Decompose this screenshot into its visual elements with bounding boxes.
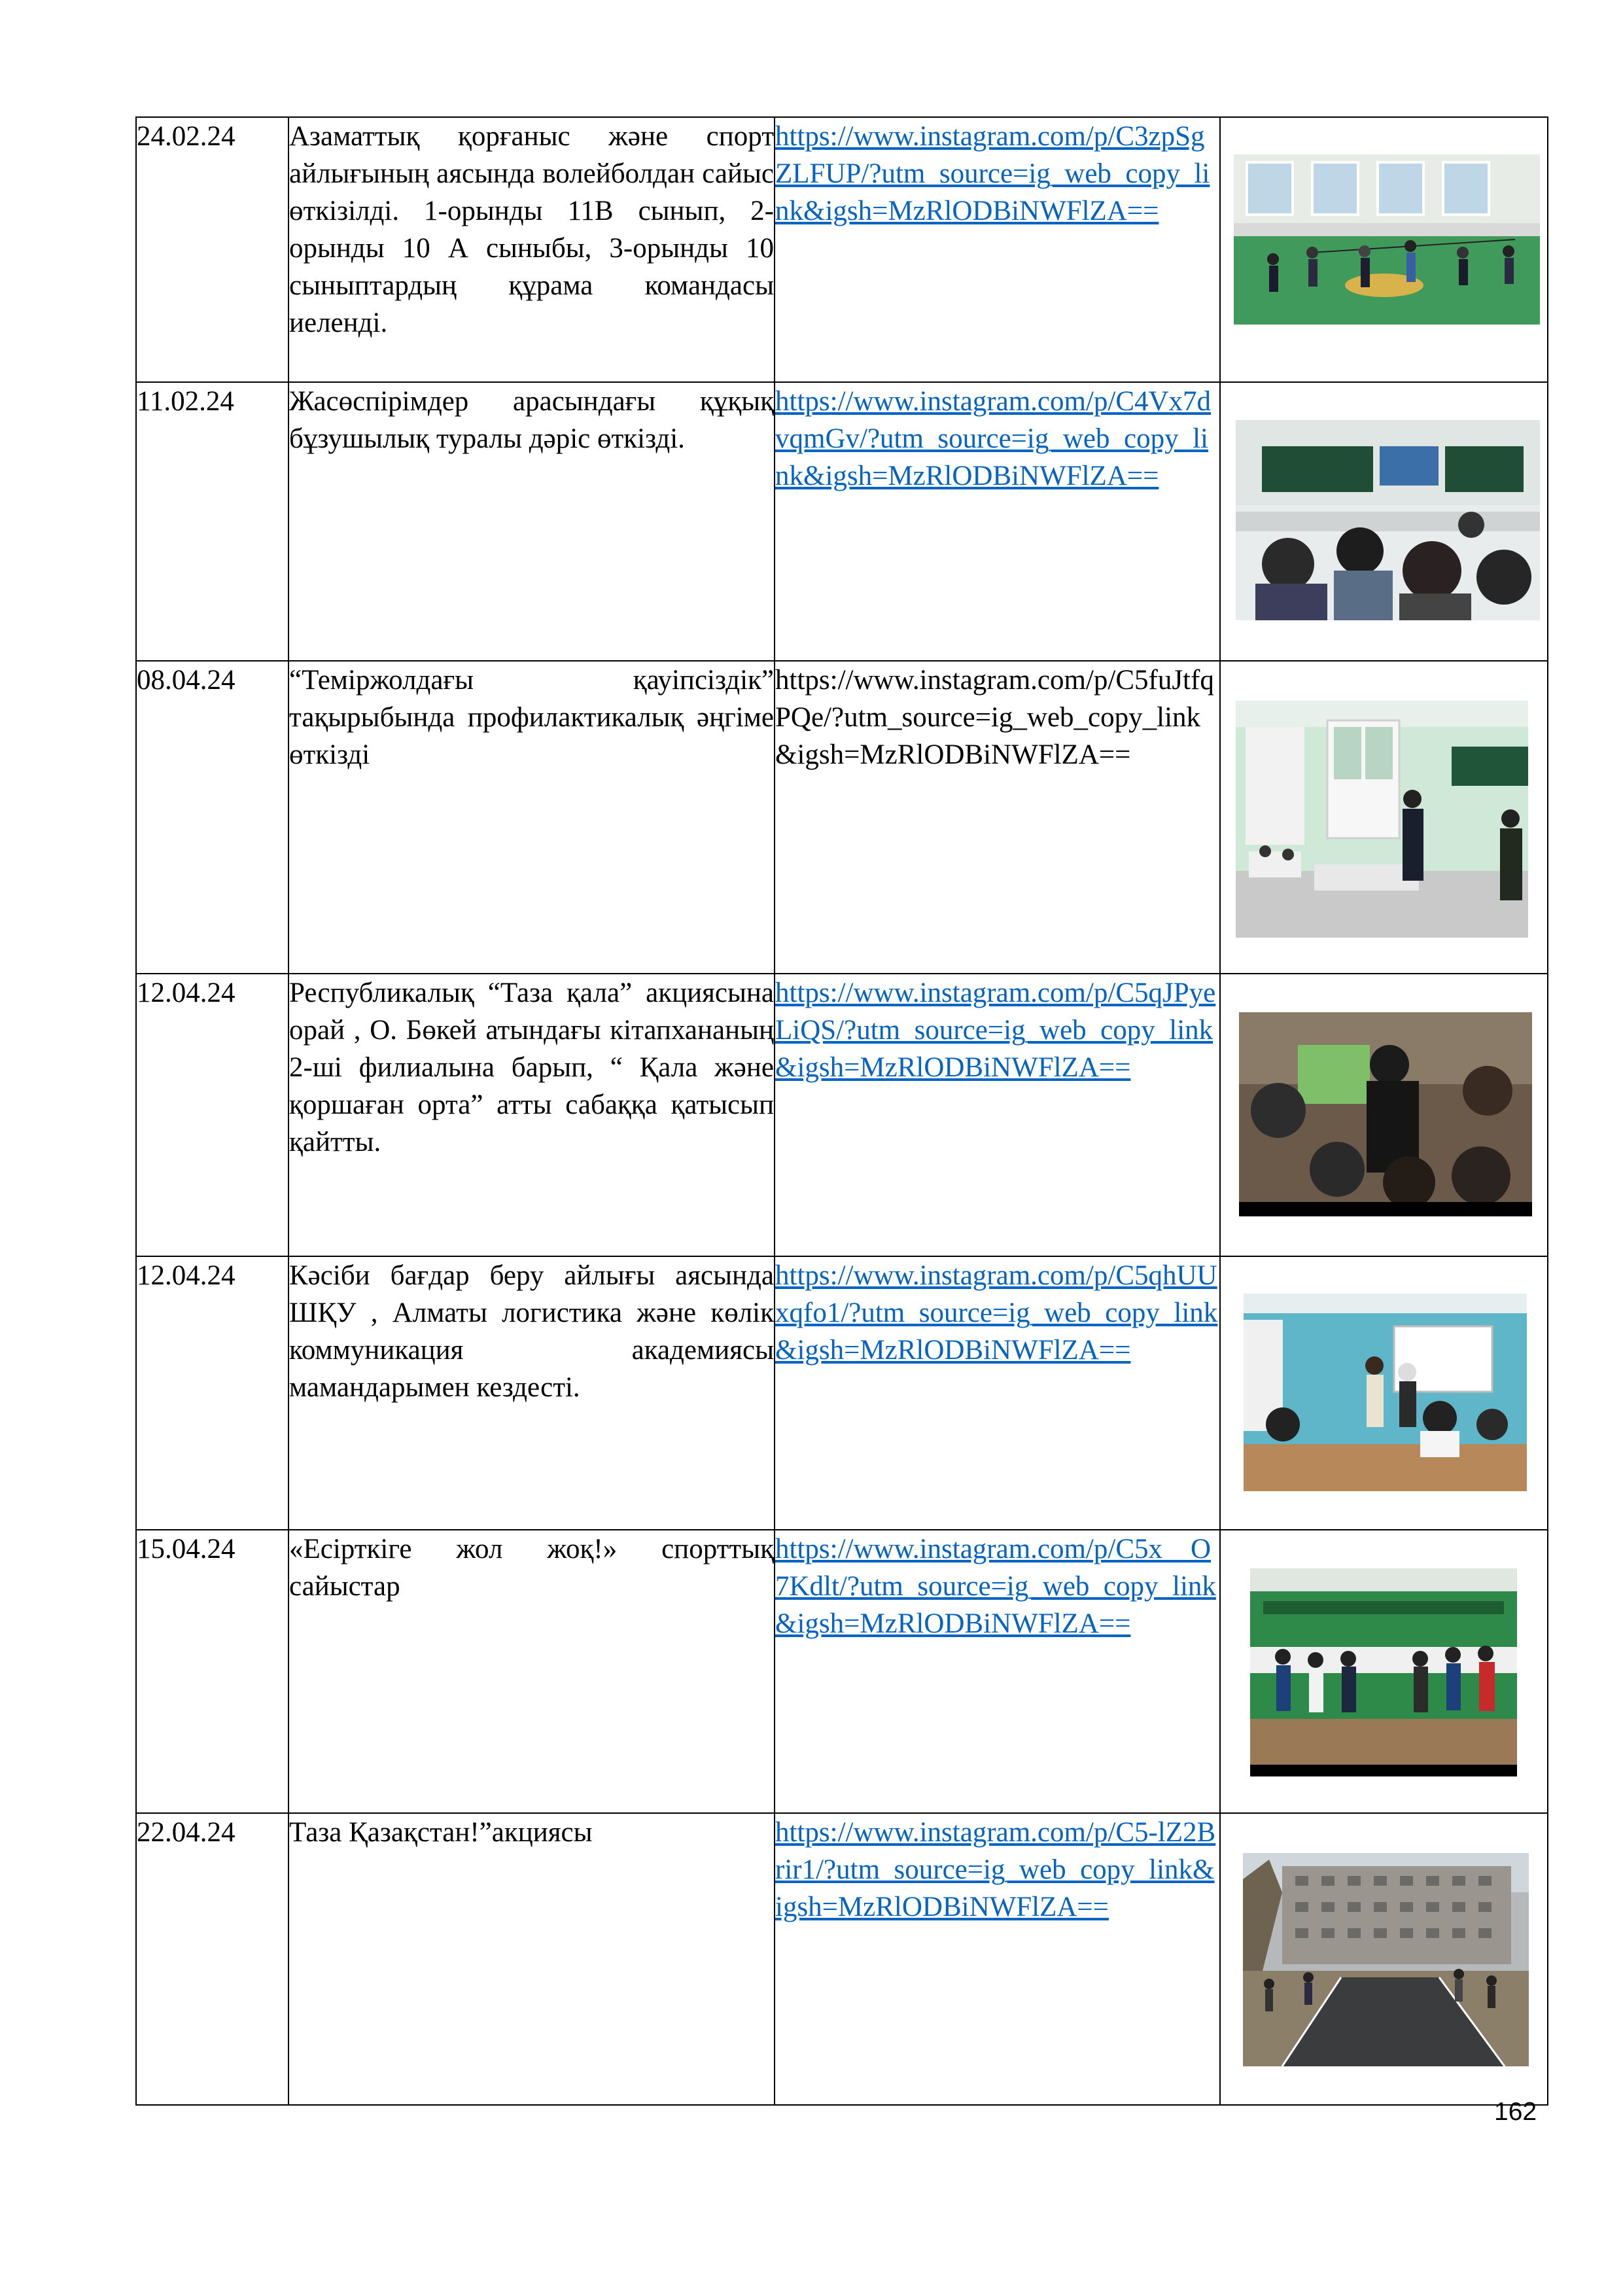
date-cell: 11.02.24 [136,382,288,661]
photo-cell [1220,974,1548,1256]
photo-cell [1220,661,1548,974]
photo-cell [1220,1813,1548,2105]
date-cell: 12.04.24 [136,1256,288,1530]
instagram-link[interactable]: https://www.instagram.com/p/C4Vx7dvqmGv/?utm_source=ig_web_copy_link&igsh=MzRlODBiNWFlZA== [775,386,1212,491]
date-cell: 24.02.24 [136,117,288,382]
description-cell: Республикалық “Таза қала” акциясына орай , О. Бөкей атындағы кітапхананың 2-ші филиалына барып, “ Қала және қоршаған орта” атты сабаққа қатысып қайтты. [288,974,775,1256]
date-cell: 15.04.24 [136,1530,288,1813]
photo-cell [1220,117,1548,382]
link-cell [775,1530,1220,1813]
description-cell: «Есірткіге жол жоқ!» спорттық сайыстар [288,1530,775,1813]
description-cell: “Теміржолдағы қауіпсіздік” тақырыбында профилактикалық әңгіме өткізді [288,661,775,974]
volleyball-photo [1234,154,1540,325]
instagram-link-text: https://www.instagram.com/p/C5fuJtfqPQe/?utm_source=ig_web_copy_link&igsh=MzRlODBiNWFlZA== [775,665,1214,770]
events-table [135,116,1548,2106]
photo-cell [1220,382,1548,661]
link-cell [775,117,1220,382]
career-meeting-photo [1244,1294,1527,1491]
instagram-link[interactable]: https://www.instagram.com/p/C5-lZ2Brir1/?utm_source=ig_web_copy_link&igsh=MzRlODBiNWFlZA== [775,1817,1216,1922]
sports-competition-photo [1250,1568,1517,1776]
description-cell: Азаматтық қорғаныс және спорт айлығының аясында волейболдан сайыс өткізілді. 1-орынды 11В сынып, 2-орынды 10 А сыныбы, 3-орынды 10 сыныптардың құрама командасы иеленді. [288,117,775,382]
link-cell [775,974,1220,1256]
date-cell: 22.04.24 [136,1813,288,2105]
cleanup-campaign-photo [1243,1853,1529,2066]
date-cell: 12.04.24 [136,974,288,1256]
table-row [136,974,1548,1256]
description-cell: Таза Қазақстан!”акциясы [288,1813,775,2105]
photo-cell [1220,1530,1548,1813]
page-number: 162 [1494,2098,1537,2126]
link-cell [775,1813,1220,2105]
table-row [136,1256,1548,1530]
classroom-lecture-photo [1236,420,1540,620]
description-cell: Кәсіби бағдар беру айлығы аясында ШҚУ , Алматы логистика және көлік коммуникация академиясы мамандарымен кездесті. [288,1256,775,1530]
link-cell [775,1256,1220,1530]
link-cell [775,382,1220,661]
railway-safety-talk-photo [1236,701,1528,938]
instagram-link[interactable]: https://www.instagram.com/p/C3zpSgZLFUP/?utm_source=ig_web_copy_link&igsh=MzRlODBiNWFlZA== [775,121,1210,226]
table-row [136,1813,1548,2105]
instagram-link[interactable]: https://www.instagram.com/p/C5qJPyeLiQS/?utm_source=ig_web_copy_link&igsh=MzRlODBiNWFlZA== [775,978,1216,1083]
table-row [136,1530,1548,1813]
instagram-link[interactable]: https://www.instagram.com/p/C5qhUUxqfo1/?utm_source=ig_web_copy_link&igsh=MzRlODBiNWFlZA== [775,1260,1218,1366]
table-row [136,382,1548,661]
link-cell [775,661,1220,974]
description-cell: Жасөспірімдер арасындағы құқық бұзушылық туралы дәріс өткізді. [288,382,775,661]
table-row [136,117,1548,382]
library-lesson-photo [1239,1012,1532,1216]
photo-cell [1220,1256,1548,1530]
table-row [136,661,1548,974]
date-cell: 08.04.24 [136,661,288,974]
instagram-link[interactable]: https://www.instagram.com/p/C5x__O7Kdlt/?utm_source=ig_web_copy_link&igsh=MzRlODBiNWFlZA== [775,1534,1216,1639]
